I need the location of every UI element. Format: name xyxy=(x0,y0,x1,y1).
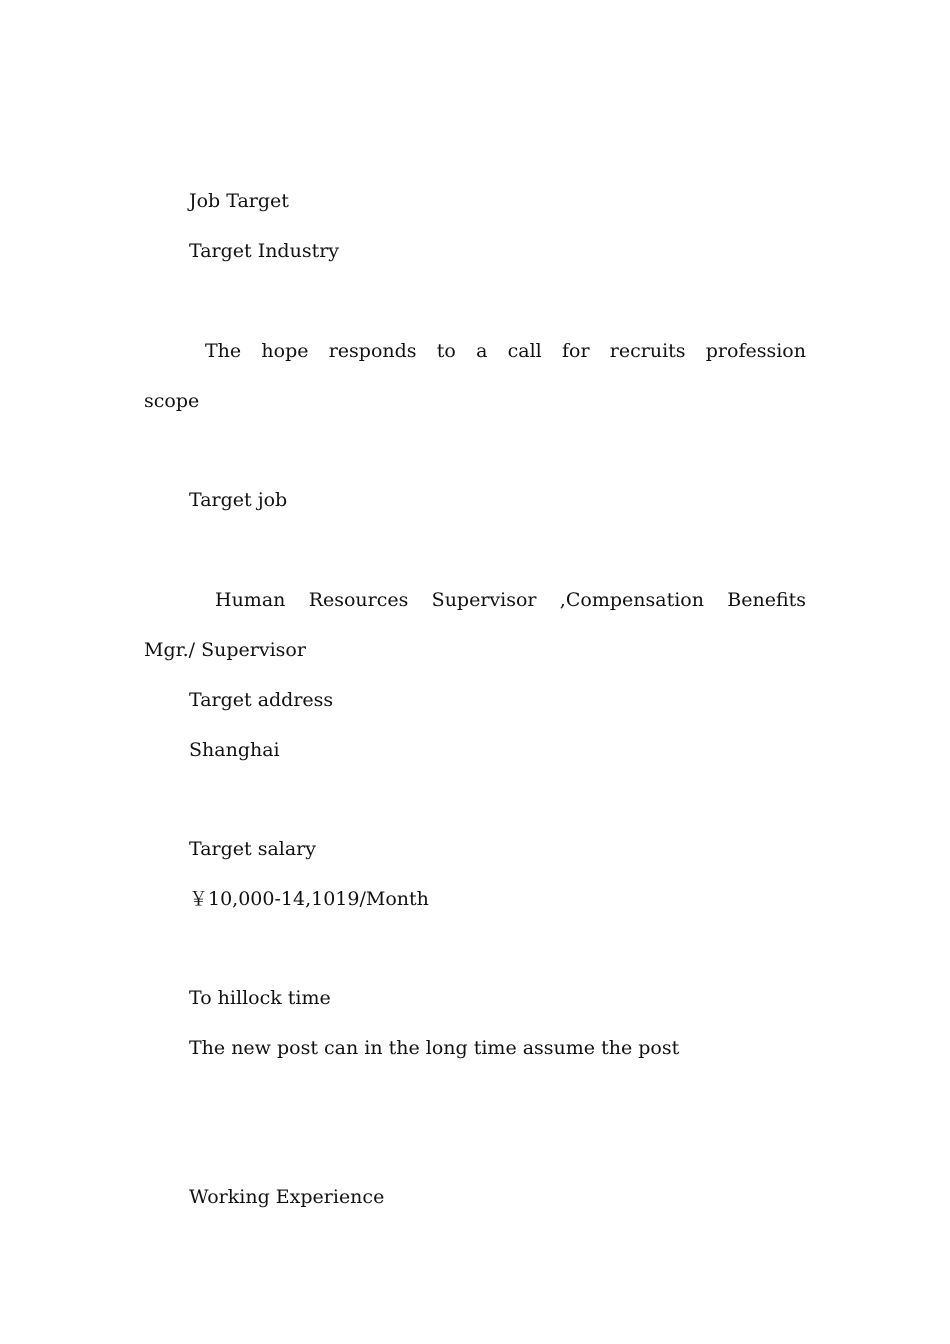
section-heading-job-target: Job Target xyxy=(189,190,289,212)
target-salary-value: ￥10,000-14,1019/Month xyxy=(189,888,429,910)
target-address-value: Shanghai xyxy=(189,739,280,761)
target-industry-value-line2: scope xyxy=(144,390,200,412)
target-address-label: Target address xyxy=(189,689,334,711)
section-heading-working-experience: Working Experience xyxy=(189,1186,385,1208)
to-hillock-time-label: To hillock time xyxy=(189,987,331,1009)
to-hillock-time-value: The new post can in the long time assume the post xyxy=(189,1037,680,1059)
target-industry-label: Target Industry xyxy=(189,240,340,262)
target-job-value-line1: Human Resources Supervisor ,Compensation Benefits xyxy=(215,589,806,611)
target-job-value-line2: Mgr./ Supervisor xyxy=(144,639,306,661)
target-job-label: Target job xyxy=(189,489,288,511)
target-salary-label: Target salary xyxy=(189,838,316,860)
target-industry-value-line1: The hope responds to a call for recruits profession xyxy=(205,340,806,362)
